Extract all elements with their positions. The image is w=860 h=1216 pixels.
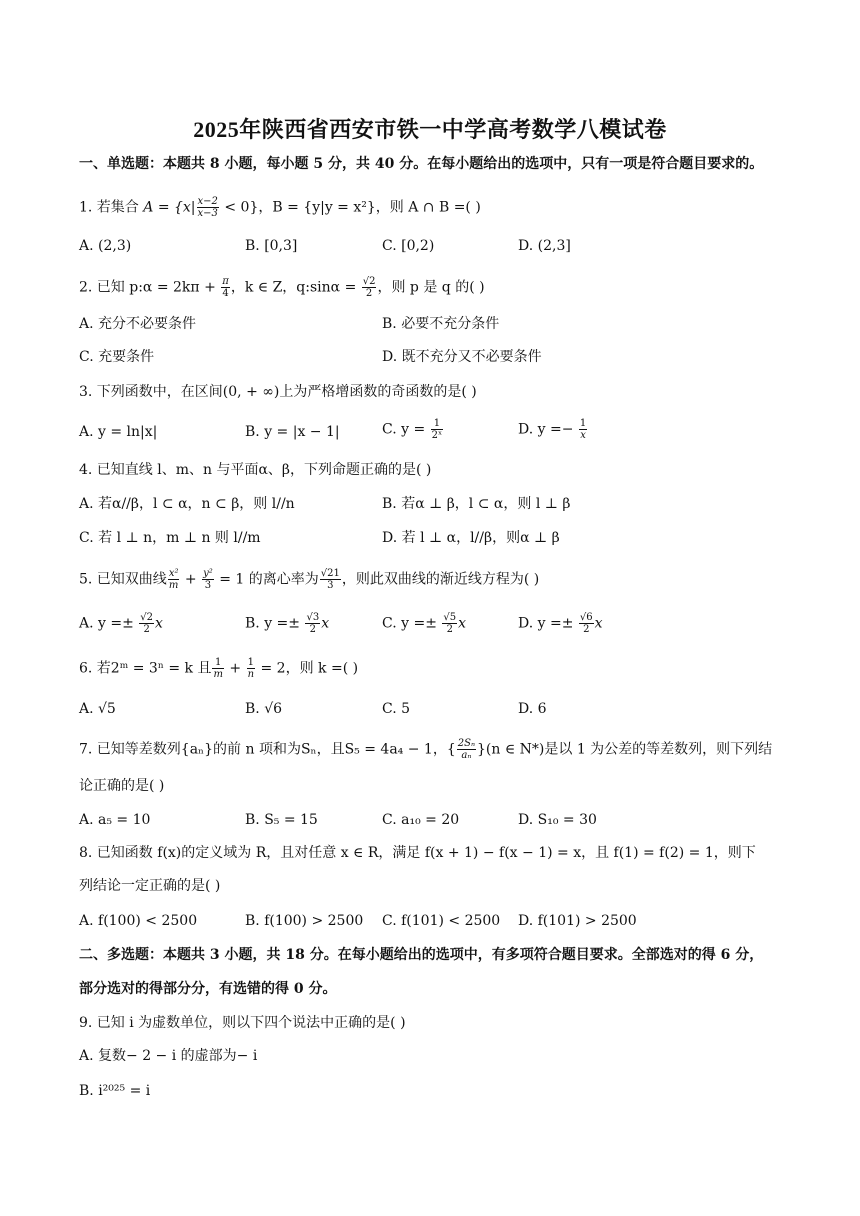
q2-option-d[interactable]: D. 既不充分又不必要条件 [382, 349, 542, 365]
q5-f3-den: 3 [327, 580, 334, 591]
q7-part-a: 7. 已知等差数列{aₙ}的前 n 项和为Sₙ，且S₅ = 4a₄ − 1，{ [79, 741, 456, 758]
q5-a-num: √2 [140, 612, 154, 623]
q3-option-c[interactable] [382, 418, 444, 441]
q2-option-c[interactable]: C. 充要条件 [79, 349, 155, 365]
q8-option-c[interactable]: C. f(101) < 2500 [382, 913, 501, 929]
q5-a-x: x [155, 615, 163, 632]
q5-a-fraction [139, 612, 154, 635]
section-multi-choice-header-line2: 部分选对的得部分分，有选错的得 0 分。 [79, 981, 337, 997]
q5-fraction-x [168, 568, 180, 591]
q5-part-a: 5. 已知双曲线 [79, 571, 167, 588]
q5-fraction-y [202, 568, 214, 591]
q8-option-b[interactable]: B. f(100) > 2500 [245, 913, 364, 929]
q6-f2-num: 1 [247, 657, 254, 668]
q5-f3-num: √21 [320, 568, 340, 579]
q4-option-d[interactable]: D. 若 l ⊥ α，l//β，则α ⊥ β [382, 530, 560, 546]
q5-part-c: ，则此双曲线的渐近线方程为( ) [341, 571, 540, 588]
q7-option-c[interactable]: C. a₁₀ = 20 [382, 812, 460, 828]
q1-frac-num: x−2 [197, 196, 218, 207]
q6-part-b: = 2，则 k =( ) [256, 660, 359, 677]
q6-f1-den: m [213, 669, 223, 680]
q4-option-c[interactable]: C. 若 l ⊥ n，m ⊥ n 则 l//m [79, 530, 261, 546]
q9-option-a[interactable]: A. 复数− 2 − i 的虚部为− i [79, 1048, 258, 1064]
q6-option-c[interactable]: C. 5 [382, 701, 411, 717]
q5-f2-num: y² [203, 568, 213, 579]
q7-part-b: }(n ∈ N*)是以 1 为公差的等差数列，则下列结 [477, 741, 773, 758]
q5-d-den: 2 [583, 624, 590, 635]
q5-f1-den: m [168, 580, 179, 591]
q5-option-c[interactable] [382, 612, 466, 635]
question-2-stem [79, 276, 485, 299]
q5-b-fraction [305, 612, 320, 635]
q1-set-a: A = {x| [143, 199, 196, 216]
q3-option-d[interactable] [518, 418, 588, 441]
q5-d-num: √6 [579, 612, 593, 623]
q7-option-d[interactable]: D. S₁₀ = 30 [518, 812, 597, 828]
q2-f1-num: π [222, 276, 229, 287]
q7-option-b[interactable]: B. S₅ = 15 [245, 812, 318, 828]
q5-option-d[interactable] [518, 612, 603, 635]
q3-d-num: 1 [579, 418, 587, 429]
question-8-stem-line2: 列结论一定正确的是( ) [79, 878, 221, 894]
q3-c-prefix: C. y = [382, 421, 430, 438]
q5-f1-num: x² [168, 568, 179, 579]
q3-option-a[interactable]: A. y = ln|x| [79, 424, 158, 440]
q5-c-x: x [458, 615, 467, 632]
q5-option-a[interactable] [79, 612, 163, 635]
q6-fraction-m [212, 657, 223, 680]
q2-option-b[interactable]: B. 必要不充分条件 [382, 316, 500, 332]
q5-c-den: 2 [446, 624, 453, 635]
q8-option-a[interactable]: A. f(100) < 2500 [79, 913, 198, 929]
q7-frac-num: 2Sₙ [457, 738, 476, 749]
q5-c-num: √5 [443, 612, 457, 623]
q5-part-b: = 1 的离心率为 [214, 571, 319, 588]
q1-suffix: < 0}，B = {y|y = x²}，则 A ∩ B =( ) [219, 199, 481, 216]
q5-f2-den: 3 [204, 580, 212, 591]
q5-c-fraction [442, 612, 457, 635]
q5-plus: + [180, 571, 202, 588]
q1-option-d[interactable]: D. (2,3] [518, 238, 571, 254]
q3-d-den: x [580, 430, 586, 441]
question-7-stem [79, 738, 772, 761]
q1-frac-den: x−3 [197, 208, 218, 219]
q4-option-b[interactable]: B. 若α ⊥ β，l ⊂ α，则 l ⊥ β [382, 496, 571, 512]
q6-plus: + [224, 660, 246, 677]
q2-part-a: 2. 已知 p:α = 2kπ + [79, 279, 221, 296]
q7-option-a[interactable]: A. a₅ = 10 [79, 812, 151, 828]
q5-d-fraction [579, 612, 594, 635]
q2-f1-den: 4 [222, 288, 229, 299]
question-8-stem: 8. 已知函数 f(x)的定义域为 R，且对任意 x ∈ R，满足 f(x + 1) − f(x − 1) = x，且 f(1) = f(2) = 1，则下 [79, 845, 756, 861]
q5-a-prefix: A. y =± [79, 615, 139, 632]
q3-c-den: 2ˣ [431, 430, 443, 441]
q3-c-fraction [431, 418, 444, 441]
q2-fraction-pi [221, 276, 230, 299]
q6-fraction-n [247, 657, 255, 680]
q2-f2-num: √2 [362, 276, 376, 287]
question-7-stem-line2: 论正确的是( ) [79, 778, 165, 794]
q4-option-a[interactable]: A. 若α//β，l ⊂ α，n ⊂ β，则 l//n [79, 496, 295, 512]
question-6-stem [79, 657, 358, 680]
q6-option-d[interactable]: D. 6 [518, 701, 547, 717]
question-4-stem: 4. 已知直线 l、m、n 与平面α、β，下列命题正确的是( ) [79, 462, 432, 478]
q5-d-x: x [594, 615, 603, 632]
question-9-stem: 9. 已知 i 为虚数单位，则以下四个说法中正确的是( ) [79, 1015, 406, 1031]
question-1-stem [79, 196, 481, 219]
q5-b-num: √3 [306, 612, 320, 623]
q6-option-b[interactable]: B. √6 [245, 701, 283, 717]
q2-f2-den: 2 [365, 288, 373, 299]
q2-part-c: ，则 p 是 q 的( ) [377, 279, 485, 296]
q3-d-fraction [579, 418, 587, 441]
section-single-choice-header: 一、单选题：本题共 8 小题，每小题 5 分，共 40 分。在每小题给出的选项中，只有一项是符合题目要求的。 [79, 156, 764, 172]
q2-part-b: ，k ∈ Z，q:sinα = [230, 279, 361, 296]
page-title: 2025年陕西省西安市铁一中学高考数学八模试卷 [193, 117, 667, 142]
q5-b-x: x [321, 615, 330, 632]
q3-d-prefix: D. y =− [518, 421, 578, 438]
q6-part-a: 6. 若2ᵐ = 3ⁿ = k 且 [79, 660, 212, 677]
q1-option-c[interactable]: C. [0,2) [382, 238, 435, 254]
q6-option-a[interactable]: A. √5 [79, 701, 116, 717]
q5-b-den: 2 [309, 624, 317, 635]
q6-f1-num: 1 [212, 657, 223, 669]
q5-d-prefix: D. y =± [518, 615, 578, 632]
question-5-stem [79, 568, 539, 591]
q5-c-prefix: C. y =± [382, 615, 442, 632]
q8-option-d[interactable]: D. f(101) > 2500 [518, 913, 637, 929]
section-multi-choice-header: 二、多选题：本题共 3 小题，共 18 分。在每小题给出的选项中，有多项符合题目要求。全部选对的得 6 分， [79, 947, 764, 963]
question-3-stem: 3. 下列函数中，在区间(0, + ∞)上为严格增函数的奇函数的是( ) [79, 384, 477, 400]
q5-option-b[interactable] [245, 612, 329, 635]
q2-fraction-sqrt [362, 276, 377, 299]
q9-option-b[interactable]: B. i²⁰²⁵ = i [79, 1083, 151, 1099]
q3-c-num: 1 [431, 418, 444, 430]
q3-option-b[interactable]: B. y = |x − 1| [245, 424, 340, 440]
q1-option-b[interactable]: B. [0,3] [245, 238, 298, 254]
q5-a-den: 2 [143, 624, 150, 635]
q5-b-prefix: B. y =± [245, 615, 305, 632]
q7-fraction [457, 738, 476, 761]
q1-option-a[interactable]: A. (2,3) [79, 238, 132, 254]
q7-frac-den: aₙ [461, 750, 472, 761]
q1-prefix: 1. 若集合 [79, 199, 144, 216]
q1-fraction [197, 196, 219, 219]
q5-fraction-e [320, 568, 341, 591]
q2-option-a[interactable]: A. 充分不必要条件 [79, 316, 197, 332]
q6-f2-den: n [247, 669, 255, 680]
